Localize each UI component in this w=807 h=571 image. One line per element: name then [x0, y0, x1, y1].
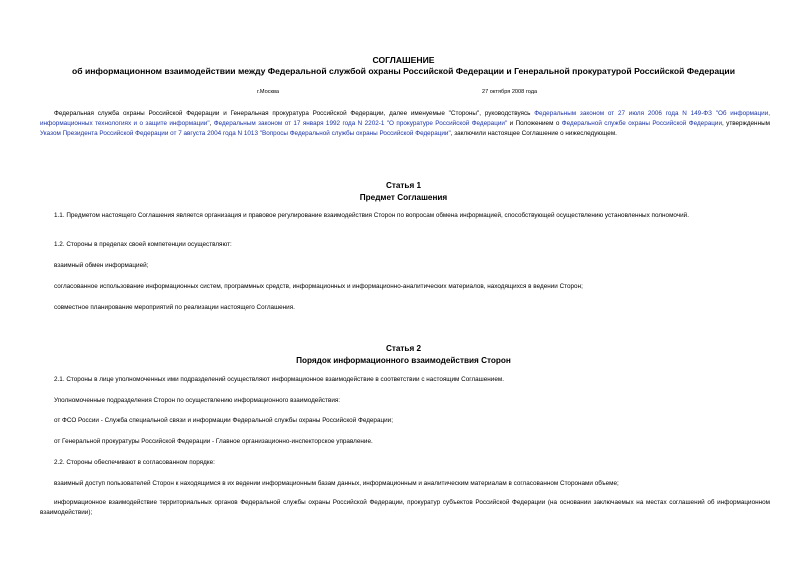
preamble-text: , утвержденным: [721, 120, 770, 127]
article2-item: от Генеральной прокуратуры Российской Федерации - Главное организационно-инспекторское управление.: [54, 438, 373, 445]
article2-item: информационное взаимодействие территориальных органов Федеральной службы охраны Российской Федерации, прокуратур субъектов Российской Федерации (на основании заключаемых на местах соглашений об информационном взаимодействии);: [40, 499, 770, 516]
link-law-149fz[interactable]: Федеральным законом от 27 июля 2006 года N 149-ФЗ "Об информации, информационных технологиях и о защите информации": [40, 110, 770, 127]
article1-title: Статья 1: [385, 181, 422, 190]
document-date: 27 октября 2008 года: [482, 89, 538, 95]
article1-subtitle: Предмет Соглашения: [359, 193, 448, 202]
document-subtitle: об информационном взаимодействии между Федеральной службой охраны Российской Федерации и Генеральной прокуратурой Российской Федерации: [72, 66, 735, 76]
article2-clause-2-2: 2.2. Стороны обеспечивают в согласованном порядке:: [54, 459, 215, 466]
preamble-text: Федеральная служба охраны Российской Федерации и Генеральная прокуратура Российской Федерации, далее именуемые "Стороны", руководствуясь: [54, 110, 535, 117]
article1-item: согласованное использование информационных систем, программных средств, информационных и информационно-аналитических материалов, находящихся в ведении Сторон;: [54, 283, 583, 290]
preamble-text: , заключили настоящее Соглашение о нижеследующем.: [450, 130, 617, 137]
article2-item: Уполномоченные подразделения Сторон по осуществлению информационного взаимодействия:: [54, 397, 341, 404]
preamble-text: и Положением о: [507, 120, 562, 127]
document-title: СОГЛАШЕНИЕ: [372, 55, 435, 65]
preamble-text: ,: [209, 120, 214, 127]
link-fso-regulation[interactable]: Федеральной службе охраны Российской Федерации: [561, 120, 722, 127]
document-city: г.Москва: [257, 89, 280, 95]
article1-item: совместное планирование мероприятий по реализации настоящего Соглашения.: [54, 304, 295, 311]
article1-clause-1-1: 1.1. Предметом настоящего Соглашения является организация и правовое регулирование взаимодействия Сторон по вопросам обмена информацией, способствующей осуществлению установленных полномочий.: [54, 212, 689, 219]
article1-item: взаимный обмен информацией;: [54, 262, 149, 269]
article2-item: взаимный доступ пользователей Сторон к находящимся в их ведении информационным базам данных, информационным и аналитическим материалам в согласованном Сторонами объеме;: [54, 480, 619, 487]
article2-item: от ФСО России - Служба специальной связи и информации Федеральной службы охраны Российской Федерации;: [54, 417, 393, 424]
article2-title: Статья 2: [385, 344, 422, 353]
article2-clause-2-1: 2.1. Стороны в лице уполномоченных ими подразделений осуществляют информационное взаимодействие в соответствии с настоящим Соглашением.: [54, 376, 504, 383]
link-law-prosecutor[interactable]: Федеральным законом от 17 января 1992 года N 2202-1 "О прокуратуре Российской Федерации": [213, 120, 508, 127]
link-presidential-decree[interactable]: Указом Президента Российской Федерации от 7 августа 2004 года N 1013 "Вопросы Федеральной службы охраны Российской Федерации": [40, 130, 451, 137]
preamble-paragraph: [40, 109, 770, 139]
article2-subtitle: Порядок информационного взаимодействия Сторон: [296, 356, 511, 365]
article1-clause-1-2: 1.2. Стороны в пределах своей компетенции осуществляют:: [54, 241, 232, 248]
